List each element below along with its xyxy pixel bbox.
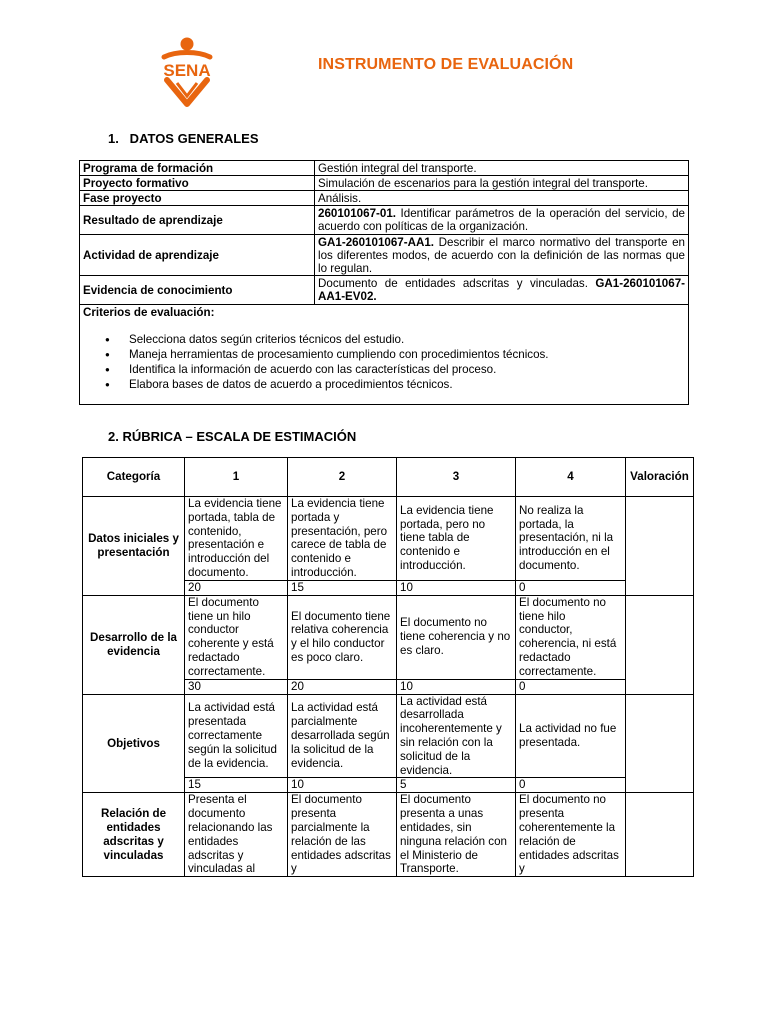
table-cell: La actividad está desarrollada incoherentemente y sin relación con la solicitud de la evidencia. xyxy=(397,694,516,778)
table-cell: El documento tiene relativa coherencia y el hilo conductor es poco claro. xyxy=(288,595,397,679)
row-code: GA1-260101067-AA1. xyxy=(318,235,435,249)
row-code: GA1-260101067-AA1-EV02. xyxy=(318,277,685,303)
valoracion-cell xyxy=(626,793,694,877)
table-row xyxy=(80,276,689,305)
logo-text: SENA xyxy=(163,61,211,80)
score-cell: 5 xyxy=(397,778,516,793)
row-category: Relación de entidades adscritas y vinculadas xyxy=(83,793,185,877)
row-category: Desarrollo de la evidencia xyxy=(83,595,185,694)
table-cell: La evidencia tiene portada, pero no tiene tabla de contenido e introducción. xyxy=(397,497,516,581)
list-item: ● Identifica la información de acuerdo con las características del proceso. xyxy=(129,362,685,377)
row-text: Documento de entidades adscritas y vinculadas. xyxy=(318,277,596,290)
score-cell: 0 xyxy=(516,580,626,595)
table-cell: La actividad está presentada correctamente según la solicitud de la evidencia. xyxy=(185,694,288,778)
row-code: 260101067-01. xyxy=(318,207,397,220)
row-value: Simulación de escenarios para la gestión integral del transporte. xyxy=(315,176,689,191)
row-category: Objetivos xyxy=(83,694,185,793)
score-cell: 15 xyxy=(185,778,288,793)
table-row xyxy=(80,235,689,276)
valoracion-cell xyxy=(626,694,694,793)
column-header: 2 xyxy=(288,458,397,497)
score-cell: 30 xyxy=(185,679,288,694)
datos-generales-table xyxy=(79,160,689,405)
row-label: Actividad de aprendizaje xyxy=(80,235,315,276)
score-cell: 15 xyxy=(288,580,397,595)
table-cell: La evidencia tiene portada, tabla de contenido, presentación e introducción del documento. xyxy=(185,497,288,581)
list-item: ● Elabora bases de datos de acuerdo a procedimientos técnicos. xyxy=(129,377,685,392)
table-cell: La evidencia tiene portada y presentación, pero carece de tabla de contenido e introducción. xyxy=(288,497,397,581)
table-cell: El documento no presenta coherentemente la relación de entidades adscritas y xyxy=(516,793,626,877)
page-title: INSTRUMENTO DE EVALUACIÓN xyxy=(318,56,574,73)
table-cell: El documento tiene un hilo conductor coherente y está redactado correctamente. xyxy=(185,595,288,679)
row-value: Análisis. xyxy=(315,191,689,206)
section-heading-rubrica: 2. RÚBRICA – ESCALA DE ESTIMACIÓN xyxy=(108,429,357,444)
row-label: Evidencia de conocimiento xyxy=(80,276,315,305)
table-row xyxy=(80,176,689,191)
column-header: 4 xyxy=(516,458,626,497)
row-label: Programa de formación xyxy=(80,161,315,176)
score-cell: 10 xyxy=(397,679,516,694)
table-cell: Presenta el documento relacionando las entidades adscritas y vinculadas al xyxy=(185,793,288,877)
list-item: ● Maneja herramientas de procesamiento cumpliendo con procedimientos técnicos. xyxy=(129,347,685,362)
table-cell: La actividad no fue presentada. xyxy=(516,694,626,778)
rubrica-table xyxy=(82,457,694,877)
criteria-title: Criterios de evaluación: xyxy=(83,306,215,319)
row-category: Datos iniciales y presentación xyxy=(83,497,185,596)
table-header-row xyxy=(83,458,694,497)
table-row xyxy=(80,305,689,405)
sena-logo-icon xyxy=(146,36,228,112)
row-text: Identificar parámetros de la operación del servicio, de acuerdo con políticas de la organización. xyxy=(318,207,685,233)
valoracion-cell xyxy=(626,595,694,694)
score-cell: 20 xyxy=(288,679,397,694)
table-row xyxy=(83,694,694,778)
row-label: Proyecto formativo xyxy=(80,176,315,191)
score-cell: 0 xyxy=(516,679,626,694)
score-cell: 10 xyxy=(397,580,516,595)
table-row xyxy=(83,497,694,581)
table-row xyxy=(83,793,694,877)
criteria-list xyxy=(83,332,685,392)
row-value xyxy=(315,206,689,235)
row-label: Resultado de aprendizaje xyxy=(80,206,315,235)
list-item: ● Selecciona datos según criterios técnicos del estudio. xyxy=(129,332,685,347)
score-cell: 10 xyxy=(288,778,397,793)
section-heading-datos-generales: 1. DATOS GENERALES xyxy=(108,131,259,146)
table-row xyxy=(80,191,689,206)
table-row xyxy=(80,161,689,176)
row-text: Describir el marco normativo del transporte en los diferentes modos, de acuerdo con la definición de las normas que lo regulan. xyxy=(318,235,685,275)
column-header: 3 xyxy=(397,458,516,497)
table-cell: No realiza la portada, la presentación, ni la introducción en el documento. xyxy=(516,497,626,581)
criteria-cell xyxy=(80,305,689,405)
table-cell: El documento presenta parcialmente la relación de las entidades adscritas y xyxy=(288,793,397,877)
valoracion-cell xyxy=(626,497,694,596)
table-cell: El documento presenta a unas entidades, sin ninguna relación con el Ministerio de Transporte. xyxy=(397,793,516,877)
score-cell: 0 xyxy=(516,778,626,793)
row-value: Gestión integral del transporte. xyxy=(315,161,689,176)
table-row xyxy=(83,595,694,679)
column-header: 1 xyxy=(185,458,288,497)
column-header: Valoración xyxy=(626,458,694,497)
row-value xyxy=(315,276,689,305)
table-cell: El documento no tiene hilo conductor, coherencia, ni está redactado correctamente. xyxy=(516,595,626,679)
row-label: Fase proyecto xyxy=(80,191,315,206)
row-value xyxy=(315,235,689,276)
table-cell: El documento no tiene coherencia y no es claro. xyxy=(397,595,516,679)
column-header: Categoría xyxy=(83,458,185,497)
score-cell: 20 xyxy=(185,580,288,595)
table-row xyxy=(80,206,689,235)
table-cell: La actividad está parcialmente desarrollada según la solicitud de la evidencia. xyxy=(288,694,397,778)
